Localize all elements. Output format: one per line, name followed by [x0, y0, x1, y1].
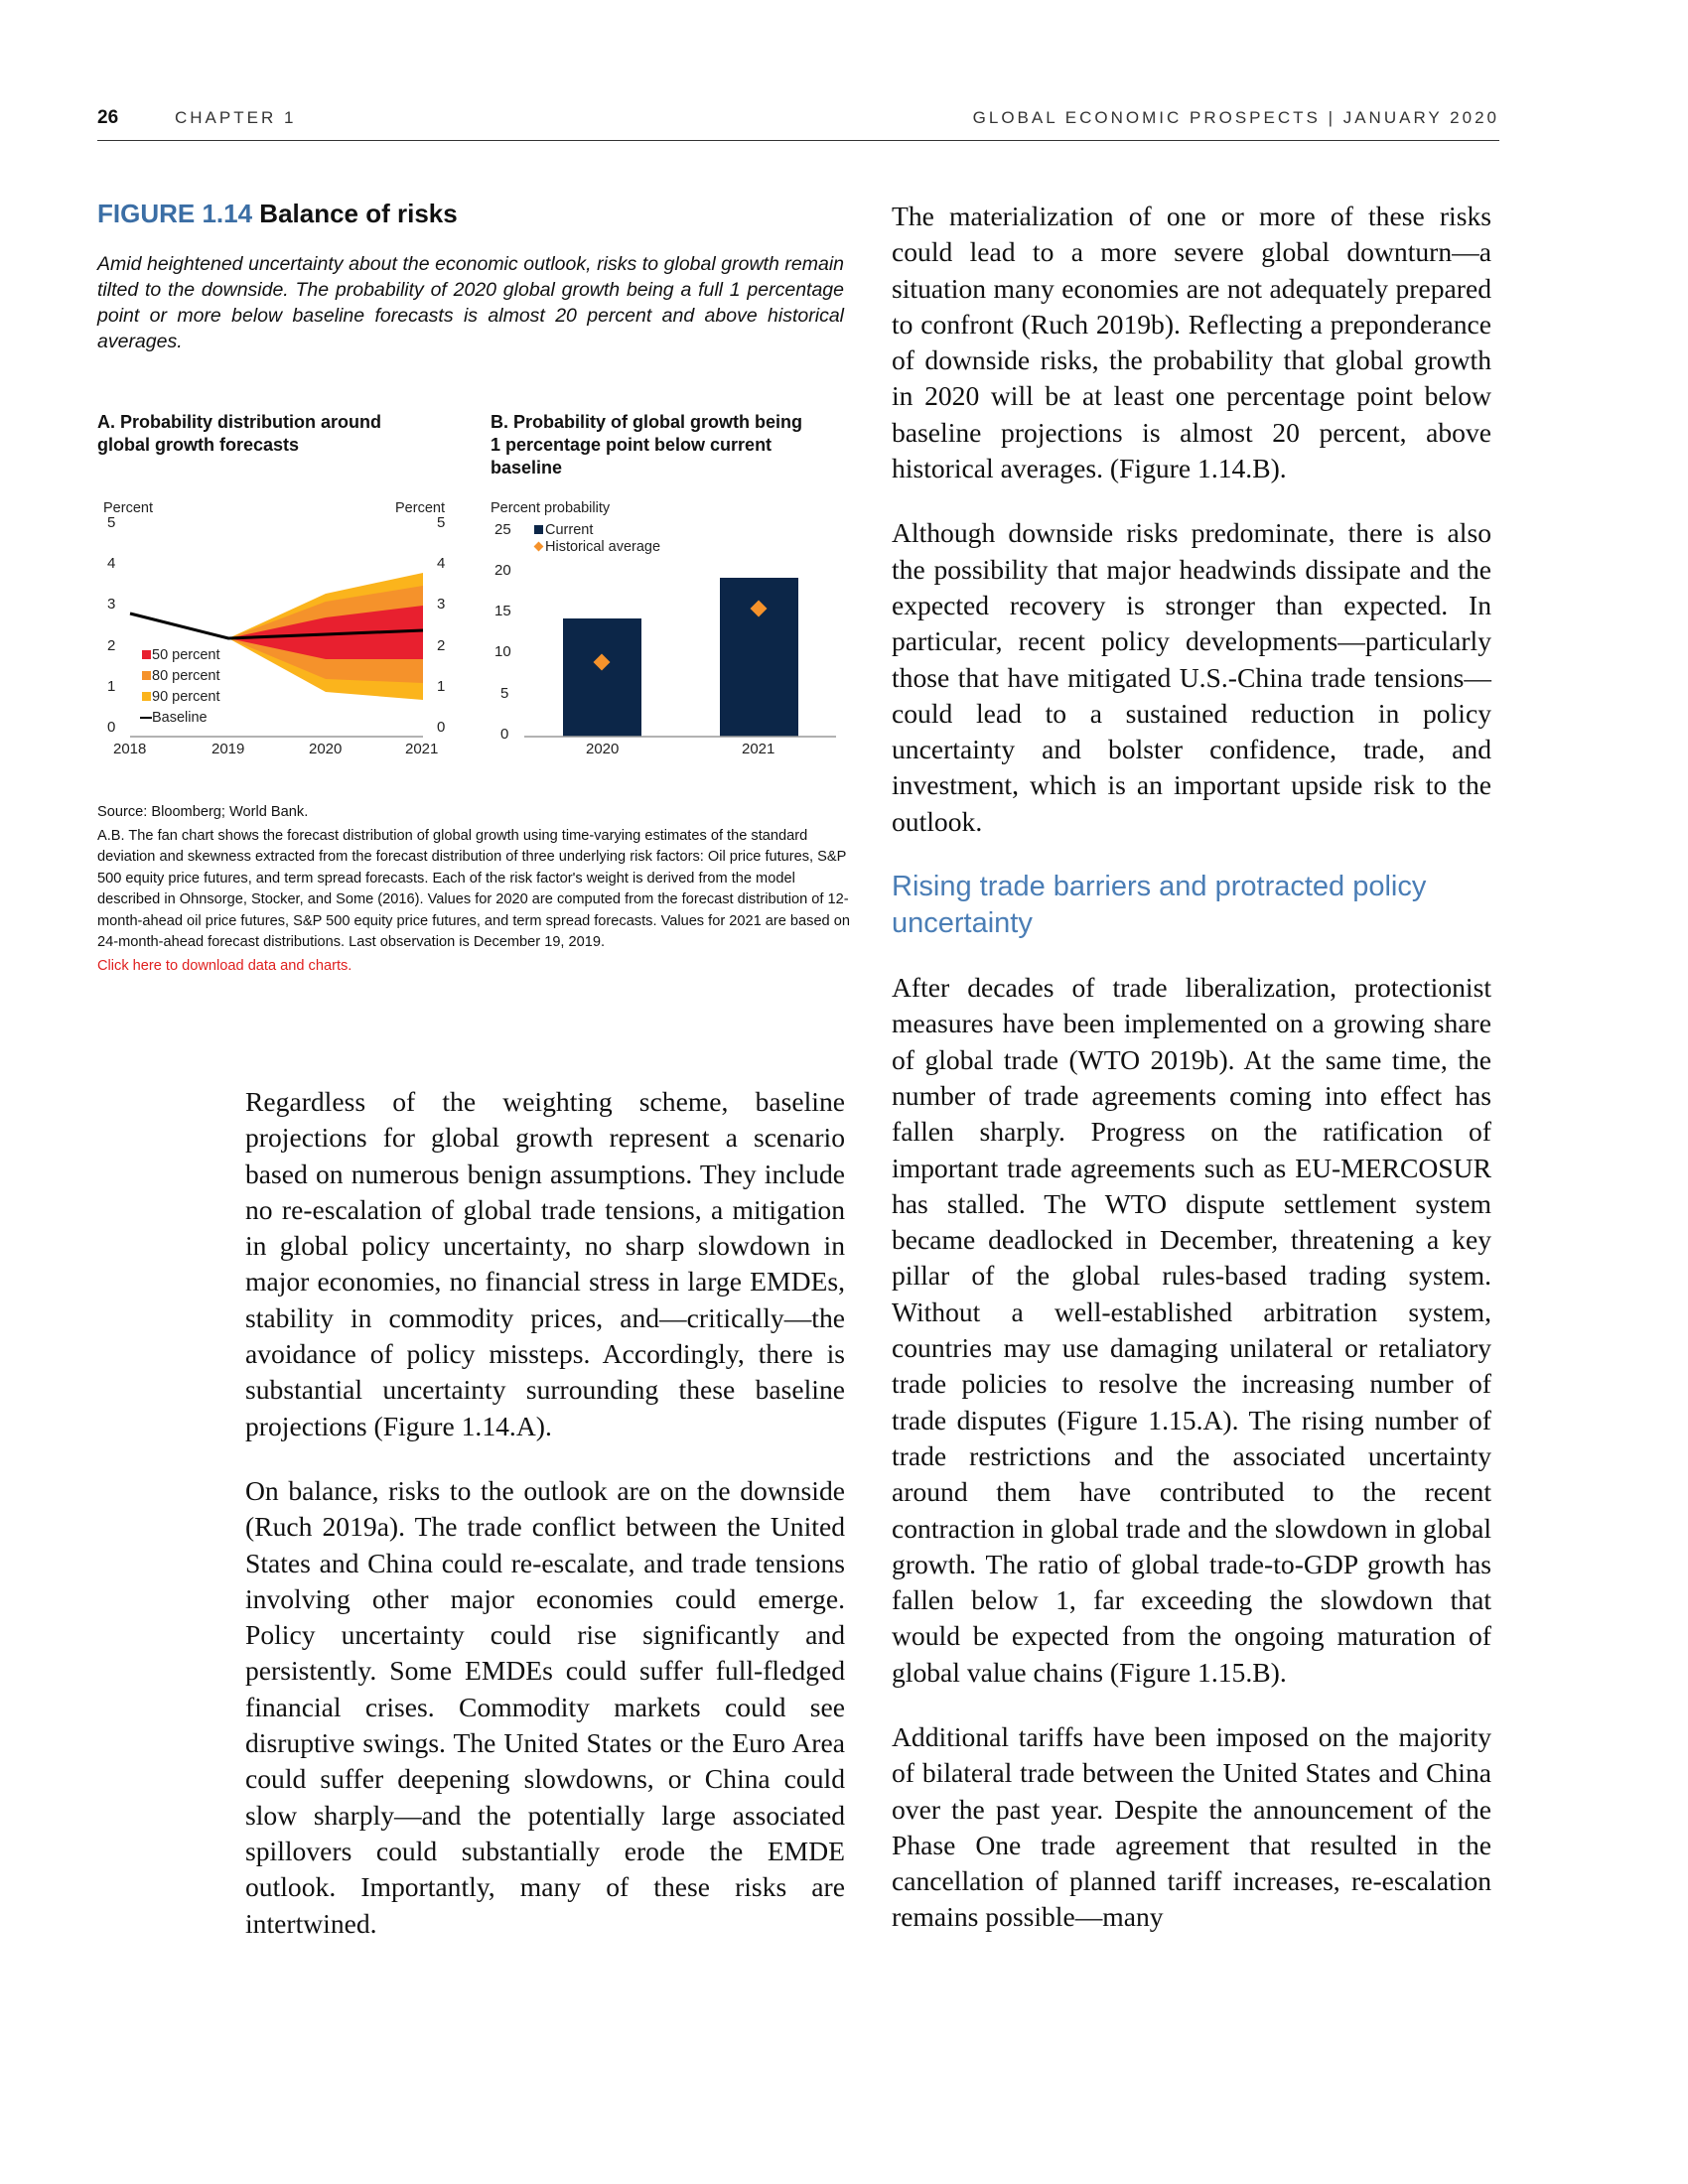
figure-subtitle: Amid heightened uncertainty about the economic outlook, risks to global growth remain tilted to the downside. The probability of 2020 global growth being a full 1 percentage point or more below baseline forecasts is almost 20 percent and above historical averages.	[97, 253, 844, 352]
running-header	[97, 105, 1499, 141]
panel-b-ytick: 20	[494, 562, 511, 579]
panel-a-ytick: 5	[107, 514, 116, 531]
panel-a-ytick: 4	[107, 555, 116, 572]
panel-a-ytick: 1	[107, 678, 116, 695]
panel-a-xtick: 2019	[211, 741, 245, 757]
legend-item-baseline: Baseline	[140, 710, 208, 726]
publication-title: GLOBAL ECONOMIC PROSPECTS | JANUARY 2020	[972, 108, 1499, 127]
paragraph: After decades of trade liberalization, protectionist measures have been implemented on a growing share of global trade (WTO 2019b). At the same time, the number of trade agreements coming into effect has fallen sharply. Progress on the ratification of important trade agreements such as EU-MERCOSUR has stalled. The WTO dispute settlement system became deadlocked in December, threatening a key pillar of the global rules-based trading system. Without a well-established arbitration system, countries may use damaging unilateral or retaliatory trade policies to resolve the increasing number of trade disputes (Figure 1.15.A). The rising number of trade restrictions and the associated uncertainty around them have contributed to the recent contraction in global trade and the slowdown in global growth. The ratio of global trade-to-GDP growth has fallen below 1, far exceeding the slowdown that would be expected from the ongoing maturation of global value chains (Figure 1.15.B).	[892, 972, 1491, 1688]
panel-a-title: A. Probability distribution around global growth forecasts	[97, 412, 381, 455]
panel-b-y-label: Percent probability	[491, 500, 611, 516]
download-data-link[interactable]: Click here to download data and charts.	[97, 957, 352, 974]
panel-b-xtick: 2021	[742, 741, 775, 757]
panel-a-y-label-right: Percent	[395, 500, 445, 516]
panel-a-ytick: 2	[107, 637, 116, 654]
band-90	[228, 573, 423, 700]
panel-a-xtick: 2018	[113, 741, 147, 757]
panel-a-ytick-right: 2	[437, 637, 446, 654]
paragraph: The materialization of one or more of these risks could lead to a more severe global downturn—a situation many economies are not adequately prepared to confront (Ruch 2019b). Reflecting a preponderance of downside risks, the probability that global growth in 2020 will be at least one percentage point below baseline projections is almost 20 percent, above historical averages. (Figure 1.14.B).	[892, 201, 1491, 484]
figure-name: Balance of risks	[259, 199, 458, 228]
page-number: 26	[97, 107, 119, 128]
chapter-label: CHAPTER 1	[175, 108, 297, 127]
legend-item-50: 50 percent	[142, 647, 220, 663]
legend-line-baseline	[140, 717, 152, 720]
panel-a-ytick-right: 1	[437, 678, 446, 695]
panel-b-ytick: 0	[500, 726, 509, 743]
figure-number: FIGURE 1.14	[97, 199, 253, 228]
paragraph: Regardless of the weighting scheme, baseline projections for global growth represent a scenario based on numerous benign assumptions. They include no re-escalation of global trade tensions, a mitigation in global policy uncertainty, no sharp slowdown in major economies, no financial stress in large EMDEs, stability in commodity prices, and—critically—the avoidance of policy missteps. Accordingly, there is substantial uncertainty surrounding these baseline projections (Figure 1.14.A).	[245, 1086, 845, 1441]
panel-a-ytick-right: 5	[437, 514, 446, 531]
figure-title	[97, 199, 458, 229]
panel-a-xtick: 2020	[309, 741, 343, 757]
paragraph: On balance, risks to the outlook are on the downside (Ruch 2019a). The trade conflict between the United States and China could re-escalate, and trade tensions involving other major economies could emerge. Policy uncertainty could rise significantly and persistently. Some EMDEs could suffer full-fledged financial crises. Commodity markets could see disruptive swings. The United States or the Euro Area could suffer deepening slowdowns, or China could slow sharply—and the potentially large associated spillovers could substantially erode the EMDE outlook. Importantly, many of these risks are intertwined.	[245, 1474, 845, 1939]
source-note: Source: Bloomberg; World Bank.	[97, 804, 309, 820]
legend-swatch-80	[142, 671, 151, 680]
method-note: A.B. The fan chart shows the forecast distribution of global growth using time-varying estimates of the standard deviation and skewness extracted from the forecast distribution of three underlying risk factors: Oil price futures, S&P 500 equity price futures, and term spread forecasts. Each of the risk factor's weight is derived from the model described in Ohnsorge, Stocker, and Some (2016). Values for 2020 are computed from the forecast distribution of 12-month-ahead oil price futures, S&P 500 equity price futures, and term spread forecasts. Values for 2021 are based on 24-month-ahead forecast distributions. Last observation is December 19, 2019.	[97, 827, 850, 950]
legend-item-90: 90 percent	[142, 689, 220, 705]
panel-a-ytick-right: 4	[437, 555, 446, 572]
bar-current-2020	[563, 618, 641, 737]
figure-notes	[97, 802, 852, 979]
paragraph: Additional tariffs have been imposed on the majority of bilateral trade between the United States and China over the past year. Despite the announcement of the Phase One trade agreement that resulted in the cancellation of planned tariff increases, re-escalation remains possible—many	[892, 1720, 1491, 1933]
legend-swatch-current	[534, 525, 543, 534]
panel-b-ytick: 15	[494, 603, 511, 619]
legend-item-historical: Historical average	[534, 539, 660, 555]
legend-swatch-90	[142, 692, 151, 701]
body-right-column	[892, 199, 1491, 1965]
panel-b-ytick: 10	[494, 643, 511, 660]
paragraph: Although downside risks predominate, there is also the possibility that major headwinds dissipate and the expected recovery is stronger than expected. In particular, recent policy developments—particularly those that have mitigated U.S.-China trade tensions—could lead to a sustained reduction in policy uncertainty and bolster confidence, trade, and investment, which is an important upside risk to the outlook.	[892, 517, 1491, 837]
diamond-icon	[534, 542, 544, 552]
legend-item-80: 80 percent	[142, 668, 220, 684]
panel-b-ytick: 25	[494, 521, 511, 538]
panel-a-ytick: 0	[107, 719, 116, 736]
panel-a-ytick-right: 3	[437, 596, 446, 613]
legend-item-current: Current	[534, 522, 593, 538]
panel-a-y-label-left: Percent	[103, 500, 153, 516]
panel-a-ytick-right: 0	[437, 719, 446, 736]
baseline-line	[130, 614, 423, 638]
panel-b-xtick: 2020	[586, 741, 620, 757]
body-left-column	[245, 1084, 845, 1971]
marker-hist-2020	[594, 654, 611, 671]
section-heading: Rising trade barriers and protracted policy uncertainty	[892, 871, 1427, 940]
legend-swatch-50	[142, 650, 151, 659]
band-50	[228, 606, 423, 659]
panel-b-ytick: 5	[500, 685, 509, 702]
marker-hist-2021	[751, 601, 768, 617]
panel-a-xtick: 2021	[405, 741, 439, 757]
panel-b-title: B. Probability of global growth being 1 percentage point below current baseline	[491, 412, 802, 478]
bar-current-2021	[720, 578, 798, 737]
panel-a-ytick: 3	[107, 596, 116, 613]
band-80	[228, 586, 423, 683]
